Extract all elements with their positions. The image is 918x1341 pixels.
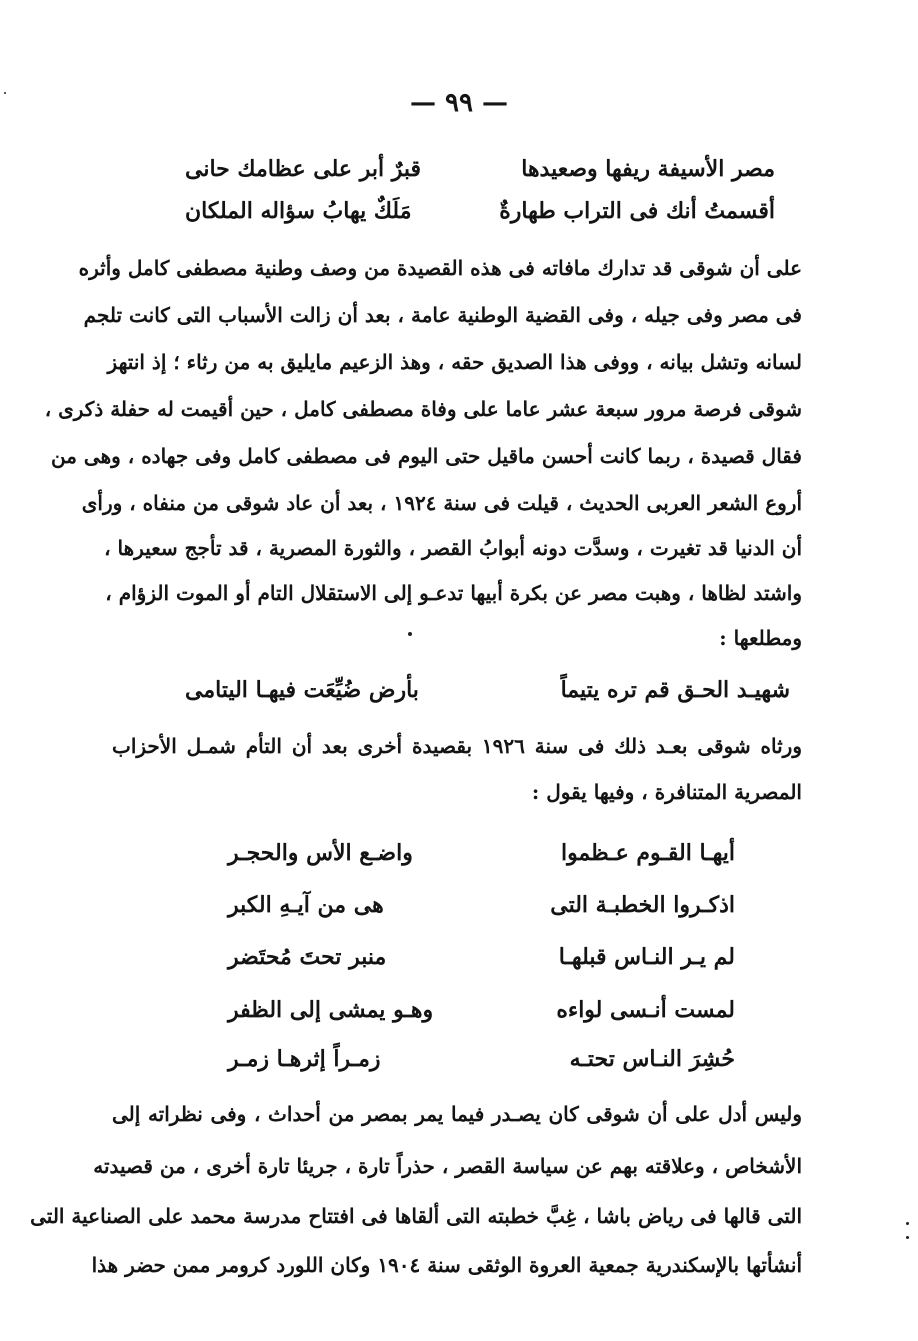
paragraph-1-line-7: أن الدنيا قد تغيرت ، وسدَّت دونه أبوابُ القصر ، والثورة المصرية ، قد تأجج سعيرها ،: [104, 536, 802, 560]
hemistich-first: لمست أنـسى لواءه: [556, 997, 735, 1023]
hemistich-second: هى من آيـهِ الكبر: [228, 892, 384, 918]
hemistich-first: شهيـد الحـق قم تره يتيماً: [560, 677, 790, 703]
opening-couplet-2: [185, 198, 775, 224]
paragraph-1-line-5: فقال قصيدة ، ربما كانت أحسن ماقيل حتى اليوم فى مصطفى كامل وفى جهاده ، وهى من: [51, 444, 802, 468]
hemistich-first: حُشِرَ النـاس تحتـه: [569, 1046, 735, 1072]
hemistich-second: مَلَكٌ يهابُ سؤاله الملكان: [185, 198, 412, 224]
hemistich-first: أقسمتُ أنك فى التراب طهارةٌ: [499, 198, 775, 224]
poem-couplet-3: [228, 944, 735, 970]
opening-couplet-1: [185, 156, 775, 182]
paragraph-2-line-2: المصرية المتنافرة ، وفيها يقول :: [531, 780, 802, 804]
scan-speck: [906, 1222, 909, 1225]
poem-couplet-4: [228, 997, 735, 1023]
paragraph-1-line-1: على أن شوقى قد تدارك مافاته فى هذه القصيدة من وصف وطنية مصطفى كامل وأثره: [78, 256, 802, 280]
hemistich-first: لم يـر النـاس قبلهـا: [558, 944, 735, 970]
poem-couplet-2: [228, 892, 735, 918]
paragraph-3-line-4: أنشأتها بالإسكندرية جمعية العروة الوثقى سنة ١٩٠٤ وكان اللورد كرومر ممن حضر هذا: [91, 1253, 802, 1277]
scan-speck: [906, 1236, 909, 1239]
poem-couplet-5: [228, 1046, 735, 1072]
poem-couplet-1: [228, 840, 735, 866]
page-number: — ٩٩ —: [409, 88, 509, 118]
paragraph-1-line-6: أروع الشعر العربى الحديث ، قيلت فى سنة ١٩٢٤ ، بعد أن عاد شوقى من منفاه ، ورأى: [81, 491, 802, 515]
hemistich-first: اذكـروا الخطبـة التى: [550, 892, 735, 918]
paragraph-3-line-2: الأشخاص ، وعلاقته بهم عن سياسة القصر ، حذراً تارة ، جريئا تارة أخرى ، من قصيدته: [93, 1154, 802, 1178]
hemistich-second: وهـو يمشى إلى الظفر: [228, 997, 434, 1023]
hemistich-second: بأرض ضُيِّعَت فيهـا اليتامى: [185, 677, 419, 703]
middle-couplet: [185, 677, 790, 703]
scan-speck: [4, 92, 6, 94]
paragraph-1-line-3: لسانه وتشل بيانه ، ووفى هذا الصديق حقه ، وهذ الزعيم مايليق به من رثاء ؛ إذ انتهز: [107, 350, 802, 374]
paragraph-3-line-3: التى قالها فى رياض باشا ، غِبَّ خطبته التى ألقاها فى افتتاح مدرسة محمد على الصناعية التى: [30, 1204, 802, 1228]
hemistich-first: مصر الأسيفة ريفها وصعيدها: [521, 156, 775, 182]
hemistich-second: قبرٌ أبر على عظامك حانى: [185, 156, 422, 182]
hemistich-second: زمـراً إثرهـا زمـر: [228, 1046, 381, 1072]
paragraph-1-line-8: واشتد لظاها ، وهبت مصر عن بكرة أبيها تدعـو إلى الاستقلال التام أو الموت الزؤام ،: [105, 581, 802, 605]
hemistich-first: أيهـا القـوم عـظموا: [560, 840, 735, 866]
paragraph-1-line-9: ومطلعها :: [719, 626, 802, 650]
hemistich-second: منبر تحتَ مُحتَضر: [228, 944, 387, 970]
paragraph-2-line-1: ورثاه شوقى بعـد ذلك فى سنة ١٩٢٦ بقصيدة أخرى بعد أن التأم شمـل الأحزاب: [112, 734, 802, 758]
paragraph-1-line-2: فى مصر وفى جيله ، وفى القضية الوطنية عامة ، بعد أن زالت الأسباب التى كانت تلجم: [83, 303, 802, 327]
paragraph-1-line-4: شوقى فرصة مرور سبعة عشر عاما على وفاة مصطفى كامل ، حين أقيمت له حفلة ذكرى ،: [44, 397, 802, 421]
hemistich-second: واضـع الأس والحجـر: [228, 840, 413, 866]
paragraph-3-line-1: وليس أدل على أن شوقى كان يصـدر فيما يمر بمصر من أحداث ، وفى نظراته إلى: [112, 1102, 802, 1126]
scan-speck: [408, 632, 412, 636]
